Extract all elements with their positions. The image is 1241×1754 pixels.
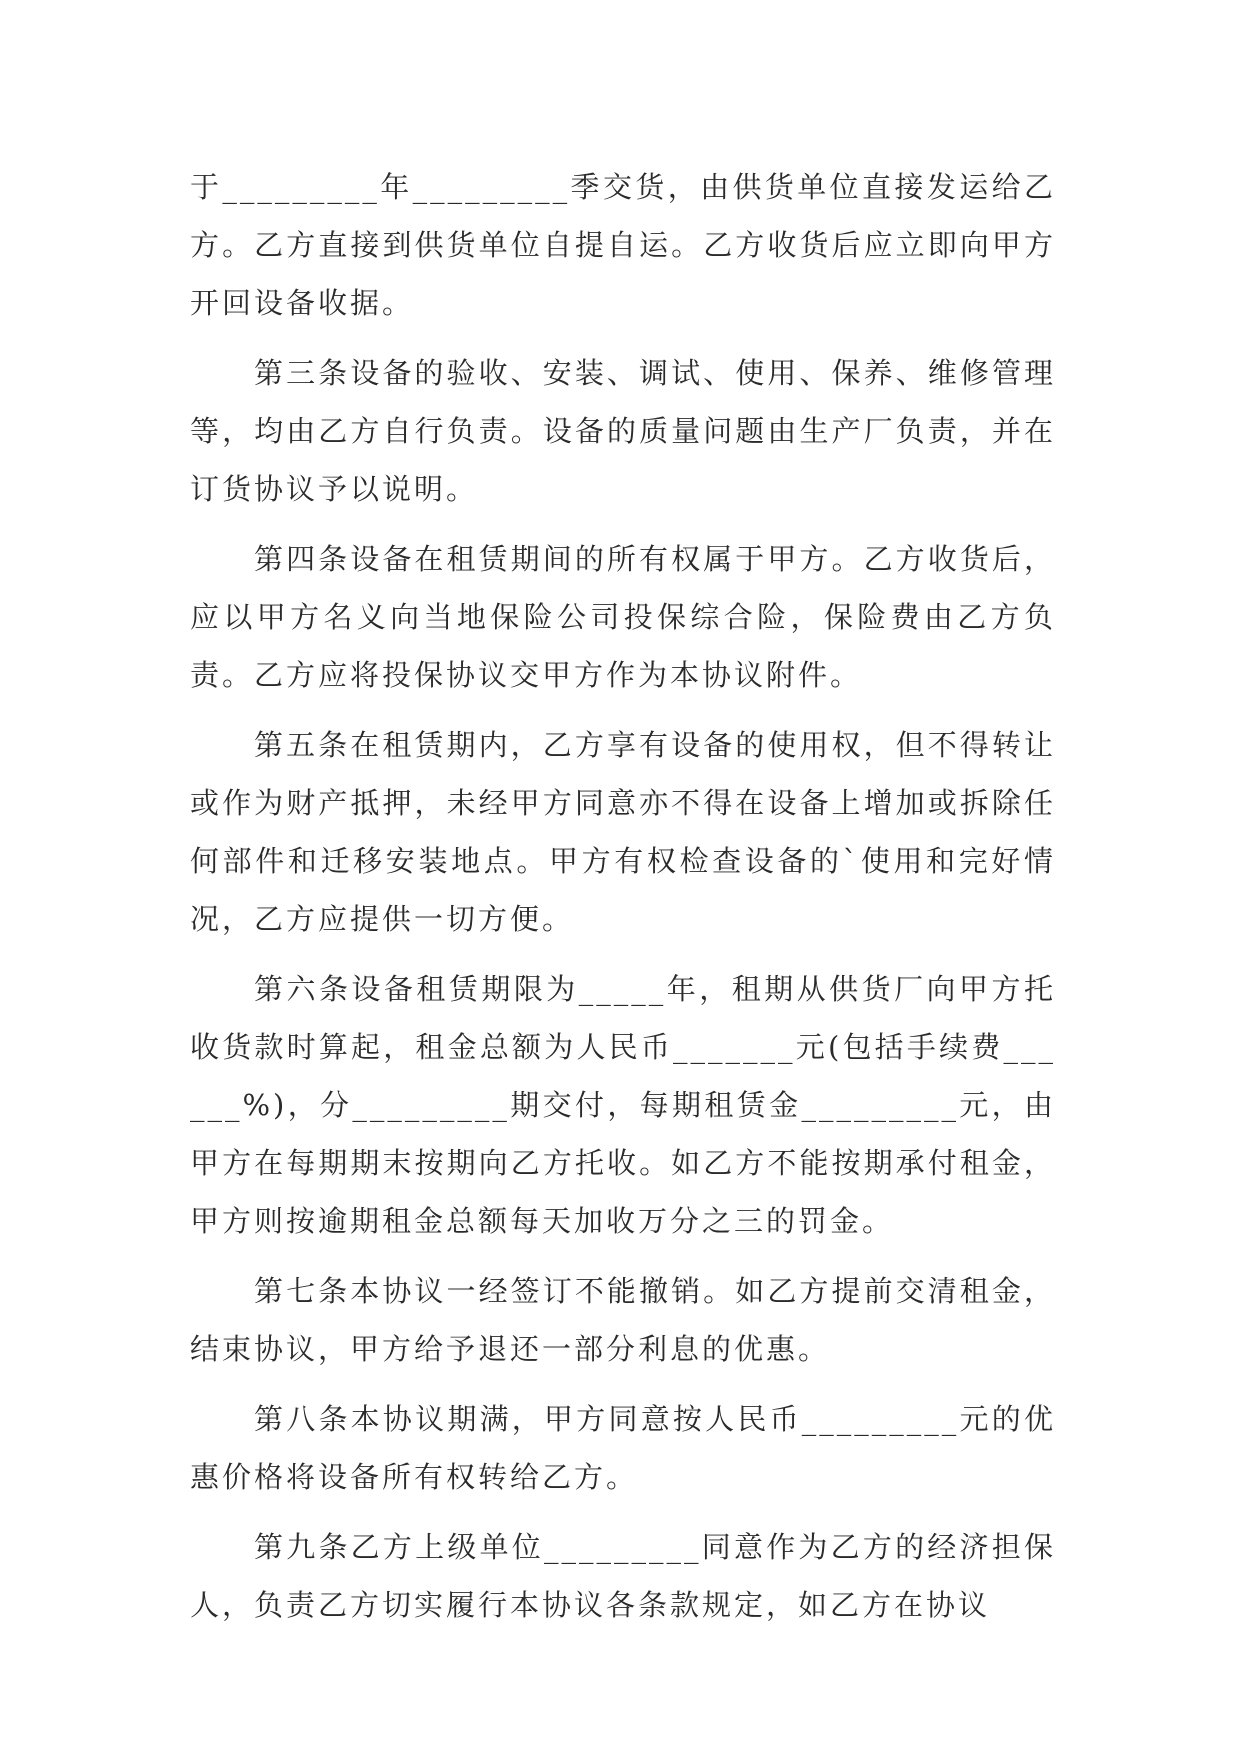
paragraph-article-7: 第七条本协议一经签订不能撤销。如乙方提前交清租金，结束协议，甲方给予退还一部分利息的优惠。 bbox=[190, 1274, 1056, 1366]
paragraph-article-5: 第五条在租赁期内，乙方享有设备的使用权，但不得转让或作为财产抵押，未经甲方同意亦不得在设备上增加或拆除任何部件和迁移安装地点。甲方有权检查设备的`使用和完好情况，乙方应提供一切方便。 bbox=[190, 728, 1056, 936]
document-body bbox=[190, 158, 1056, 1646]
paragraph-article-3: 第三条设备的验收、安装、调试、使用、保养、维修管理等，均由乙方自行负责。设备的质量问题由生产厂负责，并在订货协议予以说明。 bbox=[190, 356, 1056, 506]
paragraph-article-9: 第九条乙方上级单位_________同意作为乙方的经济担保人，负责乙方切实履行本协议各条款规定，如乙方在协议 bbox=[190, 1530, 1056, 1622]
paragraph-delivery: 于_________年_________季交货，由供货单位直接发运给乙方。乙方直接到供货单位自提自运。乙方收货后应立即向甲方开回设备收据。 bbox=[190, 170, 1056, 320]
paragraph-article-4: 第四条设备在租赁期间的所有权属于甲方。乙方收货后，应以甲方名义向当地保险公司投保综合险，保险费由乙方负责。乙方应将投保协议交甲方作为本协议附件。 bbox=[190, 542, 1056, 692]
paragraph-article-8: 第八条本协议期满，甲方同意按人民币_________元的优惠价格将设备所有权转给乙方。 bbox=[190, 1402, 1056, 1494]
paragraph-article-6: 第六条设备租赁期限为_____年，租期从供货厂向甲方托收货款时算起，租金总额为人民币_______元(包括手续费______%)，分_________期交付，每期租赁金_________元，由甲方在每期期末按期向乙方托收。如乙方不能按期承付租金，甲方则按逾期租金总额每天加收万分之三的罚金。 bbox=[190, 972, 1056, 1238]
